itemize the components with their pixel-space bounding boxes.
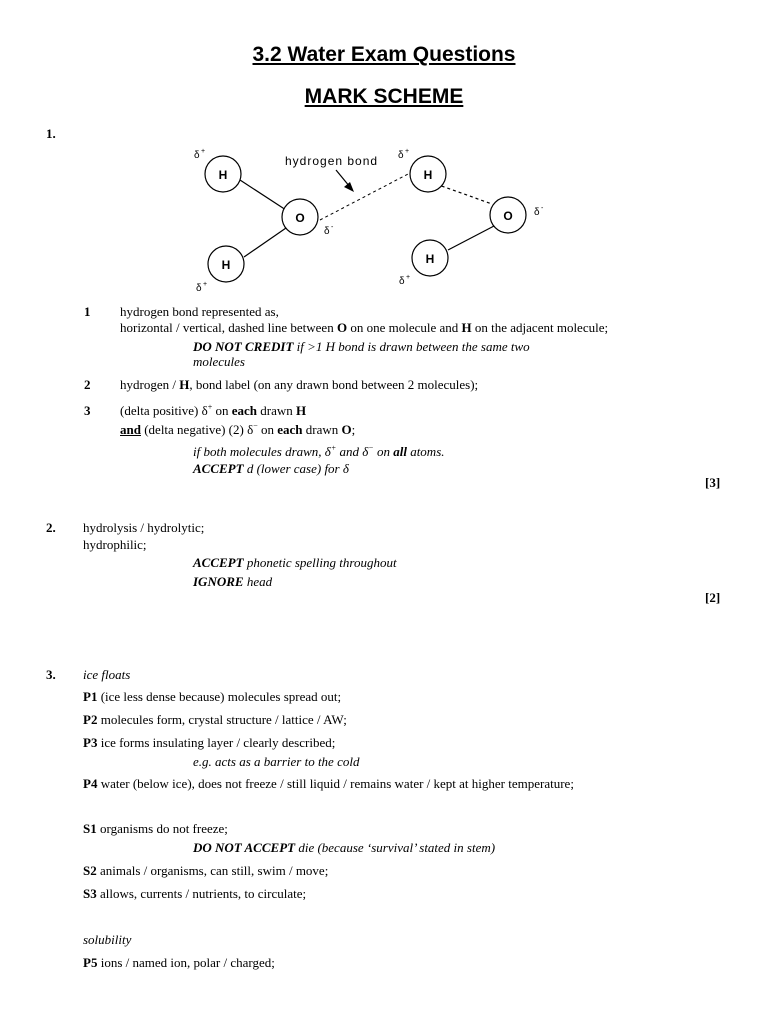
q3-p2: P2 molecules form, crystal structure / lattice / AW; (83, 712, 347, 727)
q2-marks: [2] (705, 590, 721, 605)
covalent-bond-1a (240, 180, 286, 210)
delta-sign-h2b: + (406, 274, 411, 281)
q1-marks: [3] (705, 475, 721, 490)
q1-point-3-number: 3 (84, 403, 91, 418)
delta-sign-o1: - (331, 224, 334, 231)
q3-number: 3. (46, 667, 56, 682)
q1-point-3-line1: (delta positive) δ+ on each drawn H (120, 402, 307, 418)
page-title: 3.2 Water Exam Questions (252, 43, 516, 66)
q2-line2: hydrophilic; (83, 537, 147, 552)
arrow-head (344, 182, 354, 192)
atom-label-h1b: H (221, 258, 231, 272)
delta-h1a: δ (194, 150, 200, 161)
q3-heading-solubility: solubility (83, 932, 132, 947)
q3-s1: S1 organisms do not freeze; (83, 821, 228, 836)
delta-o2: δ (534, 207, 540, 218)
q3-s1-note: DO NOT ACCEPT die (because ‘survival’ stated in stem) (193, 840, 496, 855)
q1-point-2-text: hydrogen / H, bond label (on any drawn bond between 2 molecules); (120, 377, 479, 392)
q1-point-1-note-cont: molecules (193, 354, 245, 369)
hydrogen-bond-label: hydrogen bond (285, 154, 379, 168)
q3-p1: P1 (ice less dense because) molecules spread out; (83, 689, 342, 704)
q1-point-3-note2: ACCEPT d (lower case) for δ (193, 461, 349, 476)
q2-line1: hydrolysis / hydrolytic; (83, 520, 205, 535)
delta-h1b: δ (196, 283, 202, 294)
q1-point-1-number: 1 (84, 304, 91, 319)
q1-point-2-number: 2 (84, 377, 91, 392)
q3-s2: S2 animals / organisms, can still, swim / move; (83, 863, 329, 878)
delta-sign-h2a: + (405, 148, 410, 155)
q2-number: 2. (46, 520, 56, 535)
delta-sign-o2: - (541, 205, 544, 212)
q1-number: 1. (46, 126, 56, 141)
delta-o1: δ (324, 226, 330, 237)
delta-h2b: δ (399, 276, 405, 287)
q1-point-1-note: DO NOT CREDIT if >1 H bond is drawn between the same two (193, 339, 530, 354)
atom-label-o2: O (503, 209, 513, 223)
covalent-bond-1b (244, 228, 286, 257)
atom-label-h2a: H (423, 168, 433, 182)
atom-label-h1a: H (218, 168, 228, 182)
q2-note2: IGNORE head (193, 574, 273, 589)
delta-sign-h1b: + (203, 281, 208, 288)
q3-p4: P4 water (below ice), does not freeze / still liquid / remains water / kept at higher temperature; (83, 776, 574, 791)
delta-sign-h1a: + (201, 148, 206, 155)
water-hydrogen-bond-diagram (180, 140, 560, 300)
q3-p3-note: e.g. acts as a barrier to the cold (193, 754, 360, 769)
dashed-bond-2a (436, 184, 492, 204)
covalent-bond-2b (448, 226, 494, 250)
hydrogen-bond-line (320, 173, 410, 220)
q1-point-1-line2: horizontal / vertical, dashed line between O on one molecule and H on the adjacent molecule; (120, 320, 609, 335)
page-subtitle: MARK SCHEME (304, 85, 464, 108)
q3-p5: P5 ions / named ion, polar / charged; (83, 955, 275, 970)
q3-heading-ice-floats: ice floats (83, 667, 131, 682)
atom-label-o1: O (295, 211, 305, 225)
q3-s3: S3 allows, currents / nutrients, to circulate; (83, 886, 307, 901)
atom-label-h2b: H (425, 252, 435, 266)
q2-note1: ACCEPT phonetic spelling throughout (193, 555, 397, 570)
delta-h2a: δ (398, 150, 404, 161)
q1-point-1-line1: hydrogen bond represented as, (120, 304, 279, 319)
q3-p3: P3 ice forms insulating layer / clearly described; (83, 735, 336, 750)
q1-point-3-line2: and (delta negative) (2) δ− on each drawn O; (120, 421, 356, 437)
q1-point-3-note1: if both molecules drawn, δ+ and δ− on all atoms. (193, 443, 445, 459)
